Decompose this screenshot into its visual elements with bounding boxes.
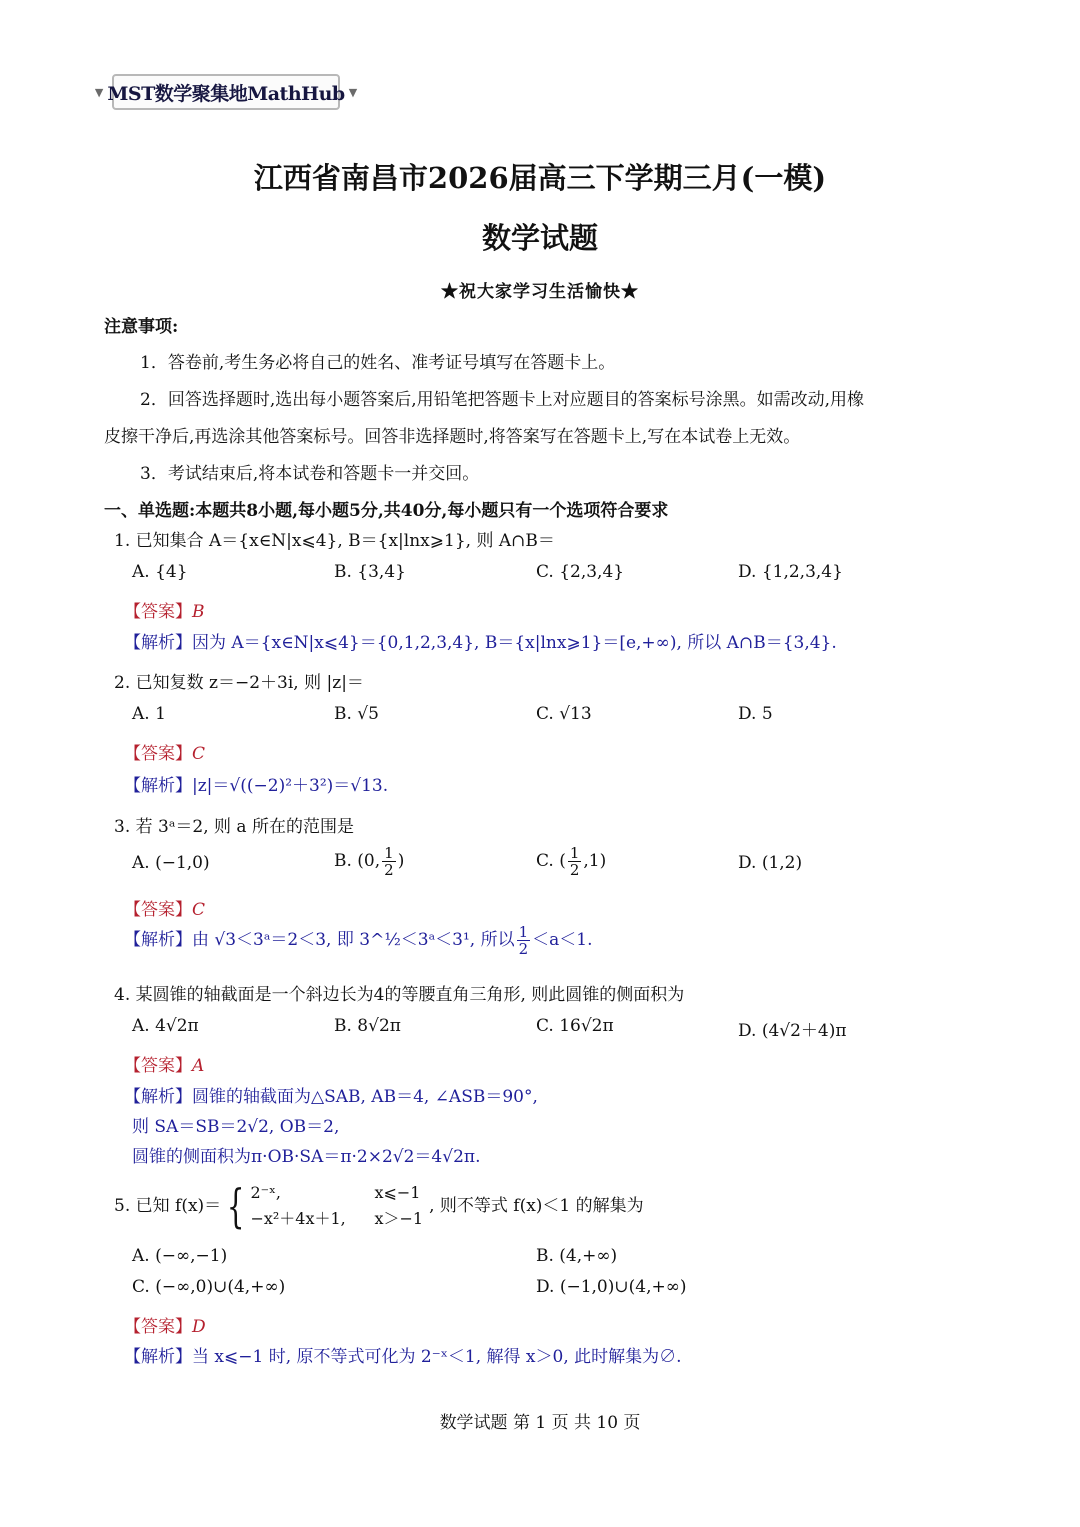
note-3: 3．考试结束后,将本试卷和答题卡一并交回。 <box>140 464 480 484</box>
q5-solution <box>124 1342 682 1367</box>
fraction-half: $\frac{1}{2}$ <box>384 844 394 879</box>
q3-answer <box>124 895 205 920</box>
q3-option-d: D. (1,2) <box>738 853 803 873</box>
piecewise-cases <box>250 1180 429 1232</box>
q3-option-b-prefix: B. (0, <box>334 851 381 871</box>
q4-option-a: A. 4√2π <box>132 1016 199 1036</box>
q5-stem-suffix: , 则不等式 f(x)＜1 的解集为 <box>429 1196 644 1216</box>
q5-solution-text: 当 x⩽−1 时, 原不等式可化为 2⁻ˣ＜1, 解得 x＞0, 此时解集为∅. <box>192 1347 682 1367</box>
q2-solution-text: |z|＝√((−2)²＋3²)＝√13. <box>192 776 389 796</box>
q5-option-d: D. (−1,0)∪(4,+∞) <box>536 1277 687 1297</box>
q1-option-a: A. {4} <box>132 562 188 582</box>
q2-option-b: B. √5 <box>334 704 379 724</box>
case-1-expr: 2⁻ˣ, <box>250 1183 281 1202</box>
triangle-icon-left: ▼ <box>94 85 104 99</box>
brace-icon: { <box>227 1179 245 1233</box>
q5-option-c: C. (−∞,0)∪(4,+∞) <box>132 1277 286 1297</box>
q1-answer <box>124 597 205 622</box>
q2-option-c: C. √13 <box>536 704 592 724</box>
q2-answer <box>124 739 205 764</box>
note-1: 1．答卷前,考生务必将自己的姓名、准考证号填写在答题卡上。 <box>140 353 616 373</box>
q5-answer-value: D <box>192 1317 206 1337</box>
q3-option-c-prefix: C. ( <box>536 851 566 871</box>
question-1-stem: 1. 已知集合 A＝{x∈N|x⩽4}, B＝{x|lnx⩾1}, 则 A∩B＝ <box>114 531 555 551</box>
q5-option-b: B. (4,+∞) <box>536 1246 618 1266</box>
question-2-stem: 2. 已知复数 z＝−2＋3i, 则 |z|＝ <box>114 673 364 693</box>
q3-option-b: B. (0, $\frac{1}{2}$ ) <box>334 844 405 879</box>
solution-label: 【解析】 <box>124 633 192 653</box>
solution-label: 【解析】 <box>124 930 192 950</box>
q1-answer-value: B <box>192 602 205 622</box>
motto: ★祝大家学习生活愉快★ <box>441 282 639 302</box>
q3-solution-tail: ＜a＜1. <box>532 930 593 950</box>
solution-label: 【解析】 <box>124 1087 192 1107</box>
case-2-cond: x＞−1 <box>374 1209 424 1228</box>
q1-option-d: D. {1,2,3,4} <box>738 562 843 582</box>
q3-solution-text: 由 √3＜3ᵃ＝2＜3, 即 3^½＜3ᵃ＜3¹, 所以 <box>192 930 515 950</box>
section-1-title: 一、单选题:本题共8小题,每小题5分,共40分,每小题只有一个选项符合要求 <box>104 501 669 521</box>
question-5-stem <box>114 1180 644 1232</box>
q4-solution-line-1 <box>124 1082 538 1107</box>
q4-option-d: D. (4√2＋4)π <box>738 1021 847 1041</box>
question-3-stem: 3. 若 3ᵃ＝2, 则 a 所在的范围是 <box>114 817 354 837</box>
q2-answer-value: C <box>192 744 206 764</box>
mathhub-logo <box>94 74 358 110</box>
q4-solution-line-3: 圆锥的侧面积为π·OB·SA＝π·2×2√2＝4√2π. <box>132 1147 481 1167</box>
page-footer: 数学试题 第 1 页 共 10 页 <box>439 1413 641 1433</box>
q1-solution-text: 因为 A＝{x∈N|x⩽4}＝{0,1,2,3,4}, B＝{x|lnx⩾1}＝[e,+∞), 所以 A∩B＝{3,4}. <box>192 633 837 653</box>
q4-solution-line-2: 则 SA＝SB＝2√2, OB＝2, <box>132 1117 340 1137</box>
q4-answer-value: A <box>192 1056 205 1076</box>
q2-option-a: A. 1 <box>132 704 166 724</box>
q4-solution-text-1: 圆锥的轴截面为△SAB, AB＝4, ∠ASB＝90°, <box>192 1087 538 1107</box>
q3-answer-value: C <box>192 900 206 920</box>
exam-title: 江西省南昌市2026届高三下学期三月(一模) <box>253 161 827 195</box>
q3-option-a: A. (−1,0) <box>132 853 210 873</box>
q1-option-c: C. {2,3,4} <box>536 562 625 582</box>
answer-label: 【答案】 <box>124 602 192 622</box>
answer-label: 【答案】 <box>124 1056 192 1076</box>
q5-answer <box>124 1312 206 1337</box>
q5-stem-prefix: 5. 已知 f(x)＝ <box>114 1196 222 1216</box>
q4-option-c: C. 16√2π <box>536 1016 614 1036</box>
q1-solution <box>124 628 837 653</box>
solution-label: 【解析】 <box>124 776 192 796</box>
q5-option-a: A. (−∞,−1) <box>132 1246 228 1266</box>
q2-solution <box>124 771 388 796</box>
fraction-half: $\frac{1}{2}$ <box>518 923 529 958</box>
note-2-line-1: 2．回答选择题时,选出每小题答案后,用铅笔把答题卡上对应题目的答案标号涂黑。如需改动,用橡 <box>140 390 865 410</box>
subject-title: 数学试题 <box>481 221 598 255</box>
answer-label: 【答案】 <box>124 1317 192 1337</box>
question-4-stem: 4. 某圆锥的轴截面是一个斜边长为4的等腰直角三角形, 则此圆锥的侧面积为 <box>114 985 685 1005</box>
q3-option-c <box>536 845 606 878</box>
logo-text: MST数学聚集地MathHub <box>107 82 345 105</box>
q1-option-b: B. {3,4} <box>334 562 406 582</box>
q4-answer <box>124 1051 204 1076</box>
note-2-line-2: 皮擦干净后,再选涂其他答案标号。回答非选择题时,将答案写在答题卡上,写在本试卷上无效。 <box>104 427 801 447</box>
solution-label: 【解析】 <box>124 1347 192 1367</box>
q3-solution <box>124 924 593 957</box>
case-1-cond: x⩽−1 <box>374 1183 421 1202</box>
answer-label: 【答案】 <box>124 900 192 920</box>
answer-label: 【答案】 <box>124 744 192 764</box>
q3-option-c-suffix: ,1) <box>583 851 607 871</box>
fraction-half: $\frac{1}{2}$ <box>569 844 580 879</box>
notes-title: 注意事项: <box>104 317 179 337</box>
q2-option-d: D. 5 <box>738 704 773 724</box>
case-2-expr: −x²＋4x＋1, <box>250 1209 346 1228</box>
q4-option-b: B. 8√2π <box>334 1016 401 1036</box>
triangle-icon-right: ▼ <box>348 85 358 99</box>
